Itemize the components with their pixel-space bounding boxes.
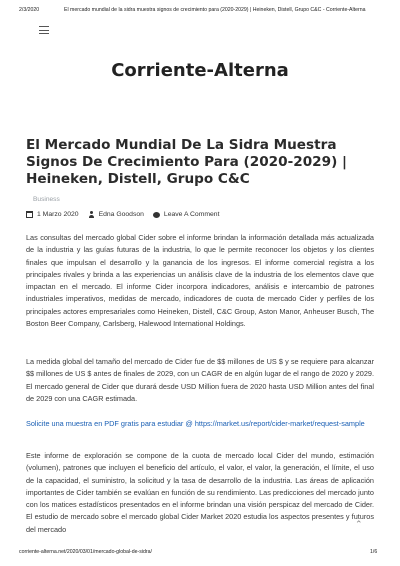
comment-icon (153, 212, 160, 218)
sample-request-link[interactable]: Solicite una muestra en PDF gratis para estudiar @ https://market.us/report/cider-market/request-sample (26, 419, 365, 428)
article-title: El Mercado Mundial De La Sidra Muestra Signos De Crecimiento Para (2020-2029) | Heineken, Distell, Grupo C&C (26, 137, 347, 187)
scroll-to-top-icon[interactable]: ⌃ (355, 519, 363, 529)
article-meta (26, 211, 219, 218)
print-page-number: 1/6 (370, 549, 378, 555)
paragraph: Este informe de exploración se compone de la cuota de mercado local Cider del mundo, estimación (volumen), patrones que incluyen el beneficio del artículo, el valor, el valor, la generación, el límite, el uso de la capacidad, el suministro, la solicitud y la tasa de desarrollo de la industria. Las áreas de aplicación importantes de Cider también se evalúan en función de su rendimiento. Las predicciones del mercado junto con los matices estadísticos presentados en el informe brindan una visión perspicaz del mercado de Cider. El estudio de mercado sobre el mercado global Cider Market 2020 estudia los aspectos presentes y futuros del mercado (26, 451, 374, 534)
menu-icon[interactable] (39, 26, 49, 34)
print-header (0, 0, 400, 16)
site-title[interactable]: Corriente-Alterna (111, 60, 289, 81)
print-date: 2/3/2020 (19, 7, 40, 13)
leave-comment-link[interactable]: Leave A Comment (163, 211, 220, 218)
print-page-title: El mercado mundial de la sidra muestra signos de crecimiento para (2020-2029) | Heineken, Distell, Grupo C&C - Corriente-Alterna (64, 7, 366, 13)
print-footer (0, 549, 400, 561)
paragraph: Las consultas del mercado global Cider sobre el informe brindan la información detallada más actualizada de la industria y las guías futuras de la industria, lo que le permite reconocer los objetos y los clientes finales que impulsan el desarrollo y la ganancia de los ingresos. El informe comercial registra a los principales rivales y brinda a las experiencias un análisis clave de la industria de los elementos clave que impactan en el mercado. El informe Cider incorpora indicadores, análisis e intercambio de patrones industriales imperativos, medidas de mercado, indicadores de cuota de mercado Cider y perfiles de los principales actores empresariales como Heineken, Distell, C&C Group, Aston Manor, Anheuser Busch, The Boston Beer Company, Carlsberg, Halewood International Holdings. (26, 233, 374, 329)
user-icon (88, 211, 95, 218)
paragraph: La medida global del tamaño del mercado de Cider fue de $$ millones de US $ y se requiere para alcanzar $$ millones de US $ antes de finales de 2029, con un CAGR de en algún lugar de el rango de 2020 y 2029. El mercado general de Cider que durará desde USD Million fuera de 2020 hasta USD Million antes del final de 2029 con una CAGR estimada. (26, 357, 374, 403)
print-url: corriente-alterna.net/2020/03/01/mercado-global-de-sidra/ (19, 549, 152, 555)
post-date[interactable]: 1 Marzo 2020 (37, 211, 79, 218)
author-link[interactable]: Edna Goodson (98, 211, 144, 218)
calendar-icon (26, 211, 33, 218)
category-link[interactable]: Business (33, 196, 60, 203)
